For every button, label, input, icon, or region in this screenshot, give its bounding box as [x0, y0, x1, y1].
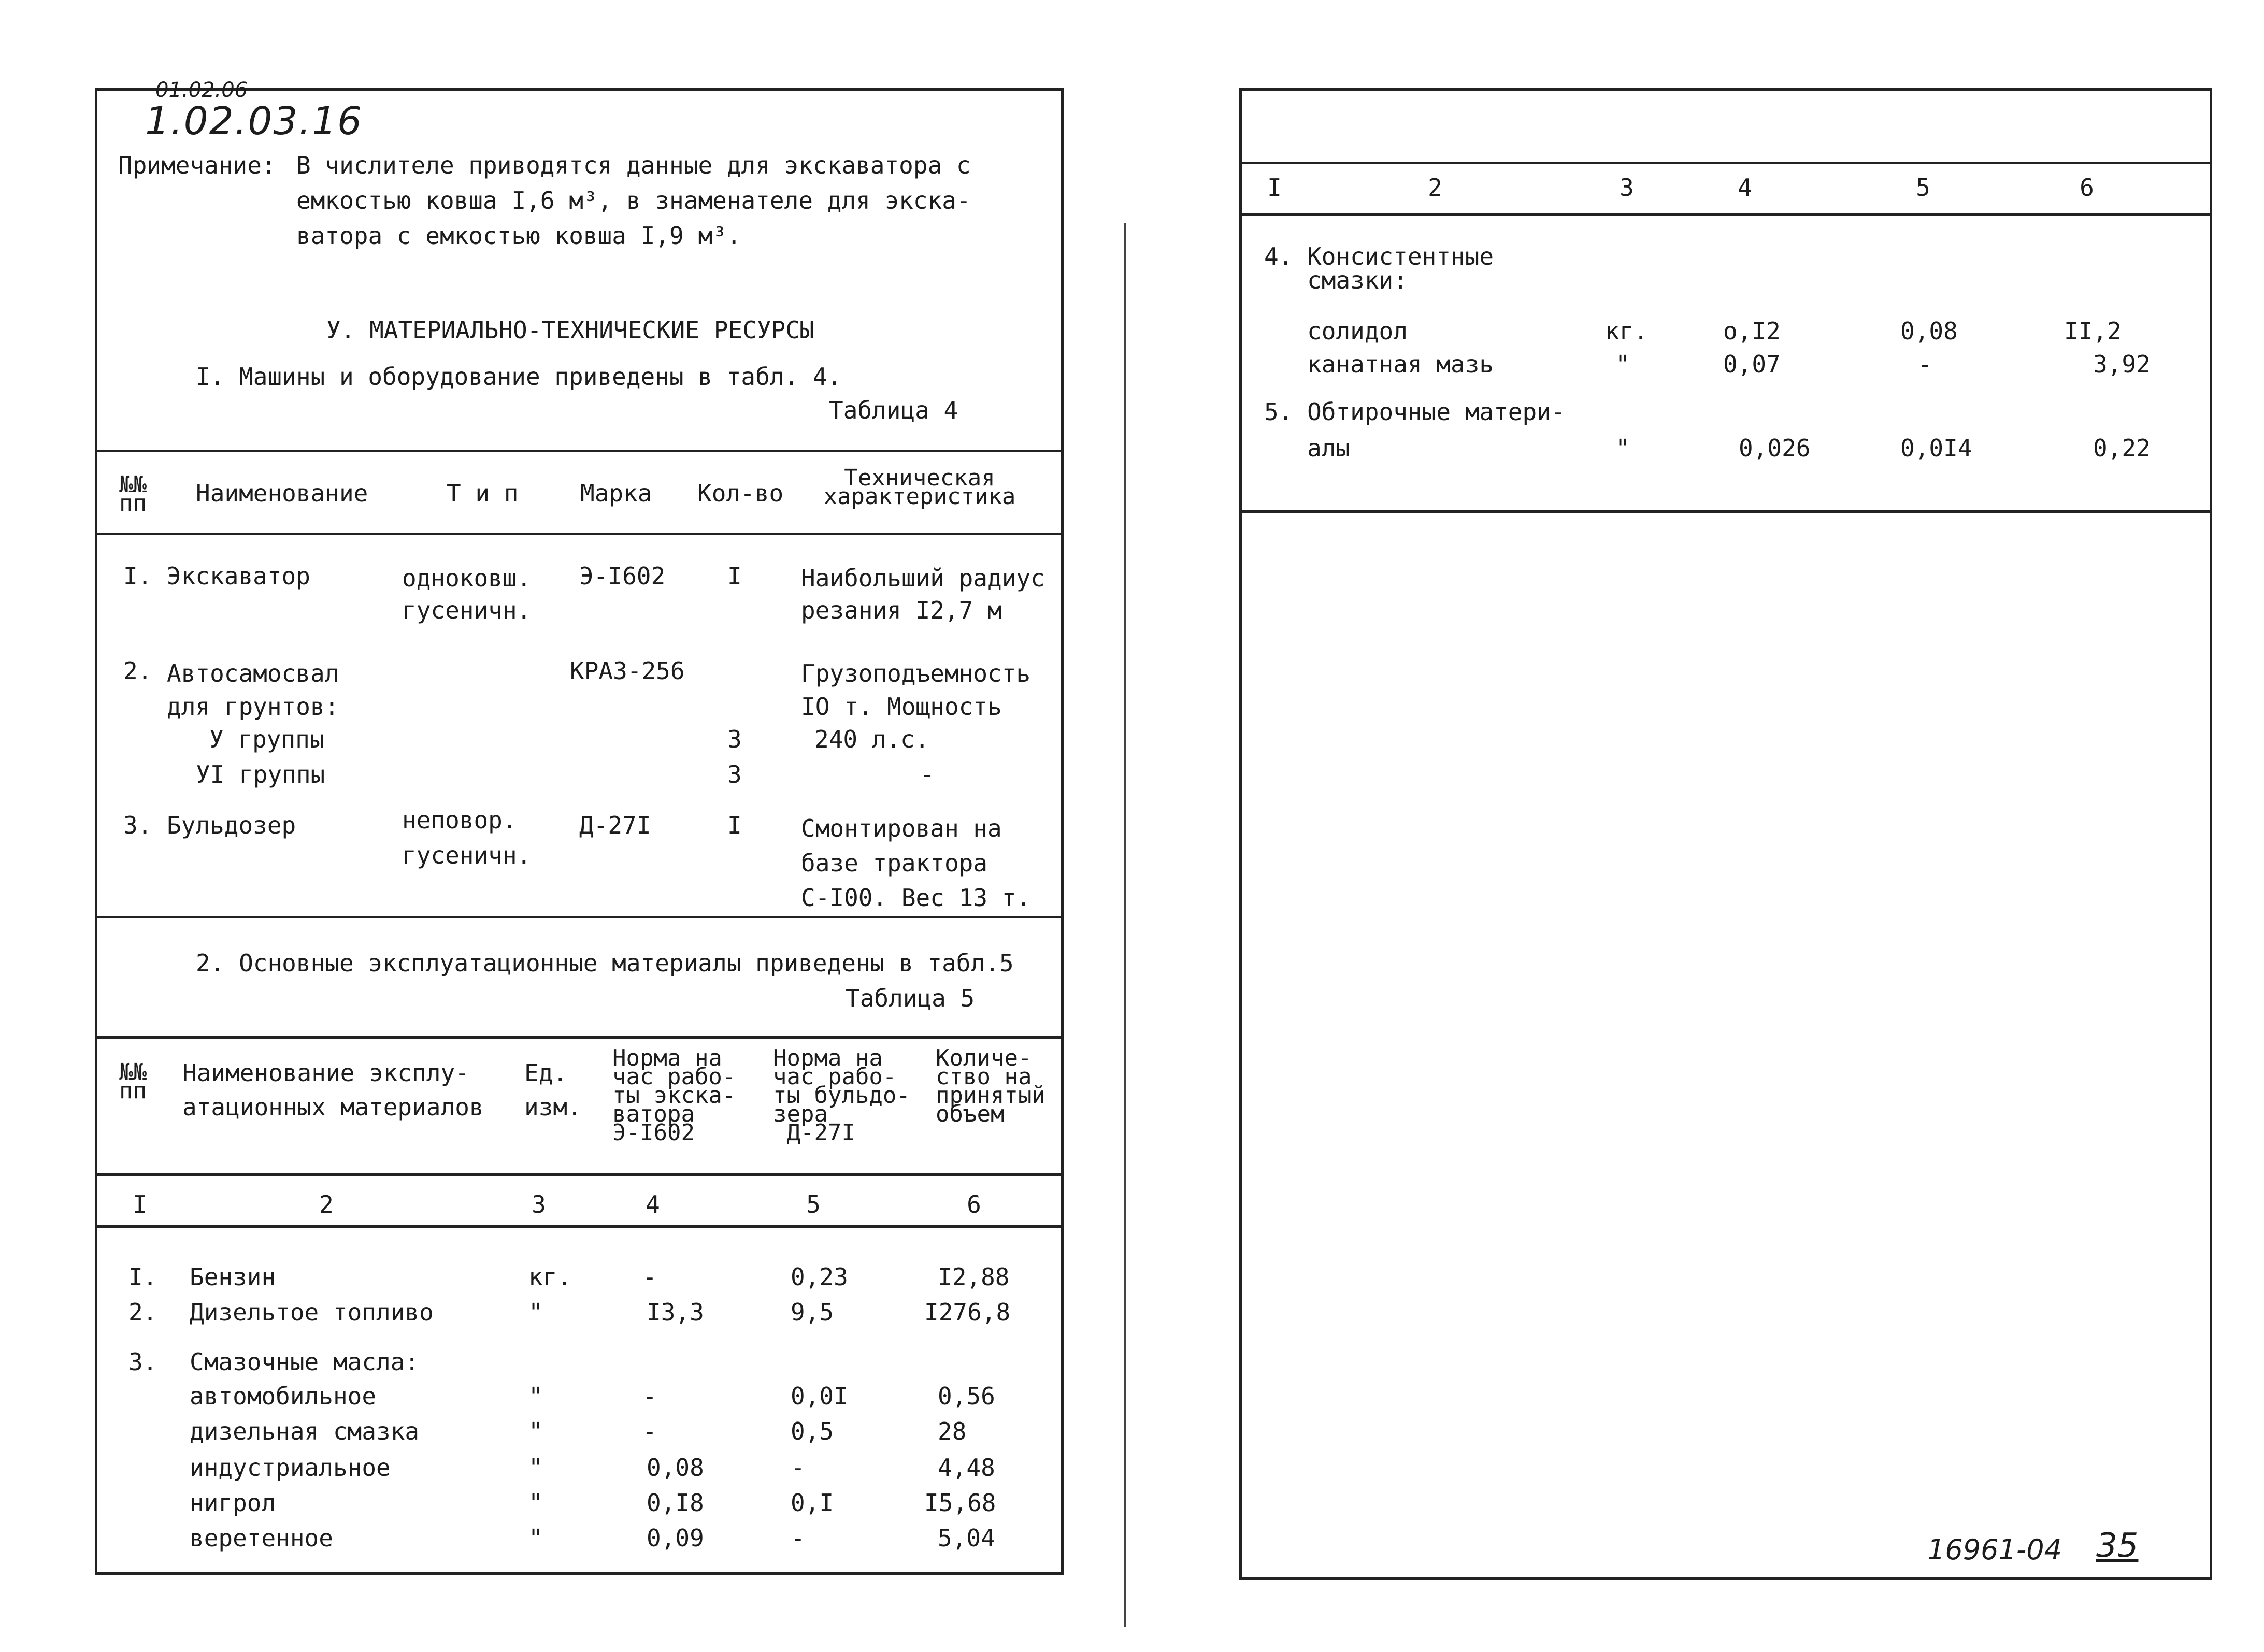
table-5-row-8-name: веретенное [190, 1524, 333, 1552]
table-5-row-2-unit: " [528, 1298, 543, 1326]
table-5-row-2-num: 2. [128, 1298, 157, 1326]
table-5-row-1-total: I2,88 [938, 1263, 1010, 1291]
document-code: 1.02.03.16 [145, 99, 363, 143]
item-2-text: 2. Основные эксплуатационные материалы приведены в табл.5 [196, 949, 1014, 977]
table-5-col-number-3: 3 [532, 1190, 546, 1218]
right-row-5-c5: 0,0I4 [1900, 434, 1972, 462]
item-1-text: I. Машины и оборудование приведены в табл. 4. [196, 363, 842, 391]
table-5-row-7-bul: 0,I [791, 1489, 834, 1517]
table-5-row-5-bul: 0,5 [791, 1417, 834, 1445]
right-row-3-unit: " [1615, 350, 1630, 378]
table-5-row-1-unit: кг. [528, 1263, 572, 1291]
right-page-frame [1239, 88, 2212, 1580]
table-4-bottom-rule [97, 916, 1061, 918]
table-4-header-type: Т и п [447, 479, 519, 507]
table-5-caption: Таблица 5 [846, 984, 975, 1012]
table-5-header-unit: Ед. изм. [524, 1059, 582, 1121]
table-5-numbers-rule [97, 1225, 1061, 1228]
table-4-header-spec: Техническая характеристика [823, 465, 1016, 510]
table-4-row-5-num: 3. [123, 811, 152, 839]
table-5-col-number-6: 6 [967, 1190, 981, 1218]
table-4-row-1-name: Экскаватор [167, 562, 310, 590]
table-5-row-5-total: 28 [938, 1417, 967, 1445]
table-4-row-4-spec: - [920, 760, 935, 788]
table-5-row-8-total: 5,04 [938, 1524, 995, 1552]
table-5-row-3-num: 3. [128, 1348, 157, 1376]
table-4-caption: Таблица 4 [829, 396, 958, 424]
right-row-2-name: солидол [1264, 317, 1408, 345]
page-number: 35 [2096, 1527, 2139, 1565]
table-5-row-5-exc: - [642, 1417, 657, 1445]
table-4-row-4-qty: 3 [727, 760, 742, 788]
right-row-5-name: алы [1264, 434, 1351, 462]
table-5-row-4-unit: " [528, 1382, 543, 1410]
right-row-5-c4: 0,026 [1739, 434, 1811, 462]
right-row-1-name: 4. Консистентные смазки: [1264, 242, 1494, 294]
right-row-3-c6: 3,92 [2093, 350, 2151, 378]
table-5-row-6-total: 4,48 [938, 1454, 995, 1482]
table-5-row-7-exc: 0,I8 [647, 1489, 704, 1517]
right-row-5-c6: 0,22 [2093, 434, 2151, 462]
table-4-top-rule [97, 450, 1061, 452]
table-5-header-bulldozer: Норма на час рабо- ты бульдо- зера Д-27I [773, 1045, 910, 1146]
table-5-header-rule [97, 1173, 1061, 1176]
table-5-col-number-5: 5 [806, 1190, 821, 1218]
table-4-row-1-qty: I [727, 562, 742, 590]
table-4-header-name: Наименование [196, 479, 368, 507]
table-4-row-2-spec: Грузоподъемность IO т. Мощность [801, 659, 1031, 721]
table-4-header-mark: Марка [580, 479, 652, 507]
right-row-3-c4: 0,07 [1723, 350, 1781, 378]
top-stamp: 01.02.06 [155, 78, 248, 102]
table-5-row-5-name: дизельная смазка [190, 1417, 420, 1445]
table-5-row-6-exc: 0,08 [647, 1454, 704, 1482]
table-5-row-1-bul: 0,23 [791, 1263, 848, 1291]
table-5-row-2-exc: I3,3 [647, 1298, 704, 1326]
table-4-row-2-mark: КРАЗ-256 [570, 657, 685, 685]
note-line-2: емкостью ковша I,6 м³, в знаменателе для экска- [296, 186, 971, 214]
right-row-4-name: 5. Обтирочные матери- [1264, 398, 1566, 426]
table-4-row-5-mark: Д-27I [579, 811, 651, 839]
table-5-col-number-1: I [133, 1190, 147, 1218]
table-4-row-2-name: Автосамосвал для грунтов: [167, 659, 339, 721]
table-5-header-name: Наименование эксплу- атационных материалов [182, 1059, 484, 1121]
table-5-row-2-name: Дизельтое топливо [190, 1298, 434, 1326]
table-4-header-num: №№ пп [119, 471, 147, 517]
table-5-row-4-exc: - [642, 1382, 657, 1410]
table-5-row-5-unit: " [528, 1417, 543, 1445]
right-table-bottom-rule [1242, 510, 2210, 513]
right-col-number-2: 2 [1428, 174, 1442, 202]
table-5-top-rule [97, 1036, 1061, 1039]
right-row-3-name: канатная мазь [1264, 350, 1494, 378]
note-line-1: В числителе приводятся данные для экскаватора с [296, 151, 971, 179]
table-4-row-3-spec: 240 л.с. [814, 725, 929, 753]
table-4-row-3-qty: 3 [727, 725, 742, 753]
table-4-row-4-name: УI группы [196, 760, 325, 788]
table-5-row-2-total: I276,8 [924, 1298, 1011, 1326]
table-5-row-6-bul: - [791, 1454, 805, 1482]
right-col-number-6: 6 [2080, 174, 2094, 202]
table-5-col-number-2: 2 [319, 1190, 334, 1218]
right-col-number-1: I [1267, 174, 1282, 202]
table-4-row-5-name: Бульдозер [167, 811, 296, 839]
table-5-header-total: Количе- ство на принятый объем [936, 1045, 1045, 1128]
table-4-row-1-type: одноковш. гусеничн. [402, 564, 532, 624]
table-4-header-qty: Кол-во [697, 479, 784, 507]
right-row-2-c6: II,2 [2064, 317, 2122, 345]
table-5-row-4-name: автомобильное [190, 1382, 377, 1410]
table-5-row-1-exc: - [642, 1263, 657, 1291]
table-5-row-8-unit: " [528, 1524, 543, 1552]
table-5-row-4-total: 0,56 [938, 1382, 995, 1410]
table-5-row-7-name: нигрол [190, 1489, 276, 1517]
table-5-col-number-4: 4 [646, 1190, 660, 1218]
table-5-row-7-total: I5,68 [924, 1489, 996, 1517]
section-title: У. МАТЕРИАЛЬНО-ТЕХНИЧЕСКИЕ РЕСУРСЫ [326, 316, 814, 344]
table-5-header-excavator: Норма на час рабо- ты экска- ватора Э-I602 [612, 1045, 736, 1146]
table-4-row-5-qty: I [727, 811, 742, 839]
table-5-row-2-bul: 9,5 [791, 1298, 834, 1326]
table-5-row-4-bul: 0,0I [791, 1382, 848, 1410]
right-table-top-rule [1242, 162, 2210, 164]
table-5-row-8-exc: 0,09 [647, 1524, 704, 1552]
page-fold-line [1124, 223, 1126, 1627]
table-4-header-rule [97, 533, 1061, 535]
right-col-number-3: 3 [1620, 174, 1634, 202]
note-line-3: ватора с емкостью ковша I,9 м³. [296, 222, 741, 250]
table-5-row-7-unit: " [528, 1489, 543, 1517]
table-5-row-6-name: индустриальное [190, 1454, 391, 1482]
table-4-row-1-spec: Наибольший радиус резания I2,7 м [801, 564, 1045, 624]
table-5-row-1-num: I. [128, 1263, 157, 1291]
table-4-row-1-mark: Э-I602 [579, 562, 666, 590]
note-label: Примечание: [118, 151, 276, 179]
table-5-row-6-unit: " [528, 1454, 543, 1482]
right-row-2-c4: о,I2 [1723, 317, 1781, 345]
right-col-number-5: 5 [1916, 174, 1930, 202]
table-4-row-1-num: I. [123, 562, 152, 590]
table-4-row-5-type: неповор. гусеничн. [402, 806, 532, 869]
right-row-3-c5: - [1918, 350, 1932, 378]
right-row-2-unit: кг. [1605, 317, 1649, 345]
table-5-header-num: №№ пп [119, 1059, 147, 1104]
table-4-row-5-spec: Смонтирован на базе трактора С-I00. Вес 13 т. [801, 814, 1031, 912]
right-col-number-4: 4 [1738, 174, 1752, 202]
table-4-row-3-name: У группы [209, 725, 324, 753]
right-row-2-c5: 0,08 [1900, 317, 1958, 345]
table-5-row-3-name: Смазочные масла: [190, 1348, 420, 1376]
right-row-5-unit: " [1615, 434, 1630, 462]
footer-stamp: 16961-04 [1927, 1533, 2062, 1566]
table-5-row-8-bul: - [791, 1524, 805, 1552]
right-table-numbers-rule [1242, 213, 2210, 216]
table-5-row-1-name: Бензин [190, 1263, 276, 1291]
table-4-row-2-num: 2. [123, 657, 152, 685]
